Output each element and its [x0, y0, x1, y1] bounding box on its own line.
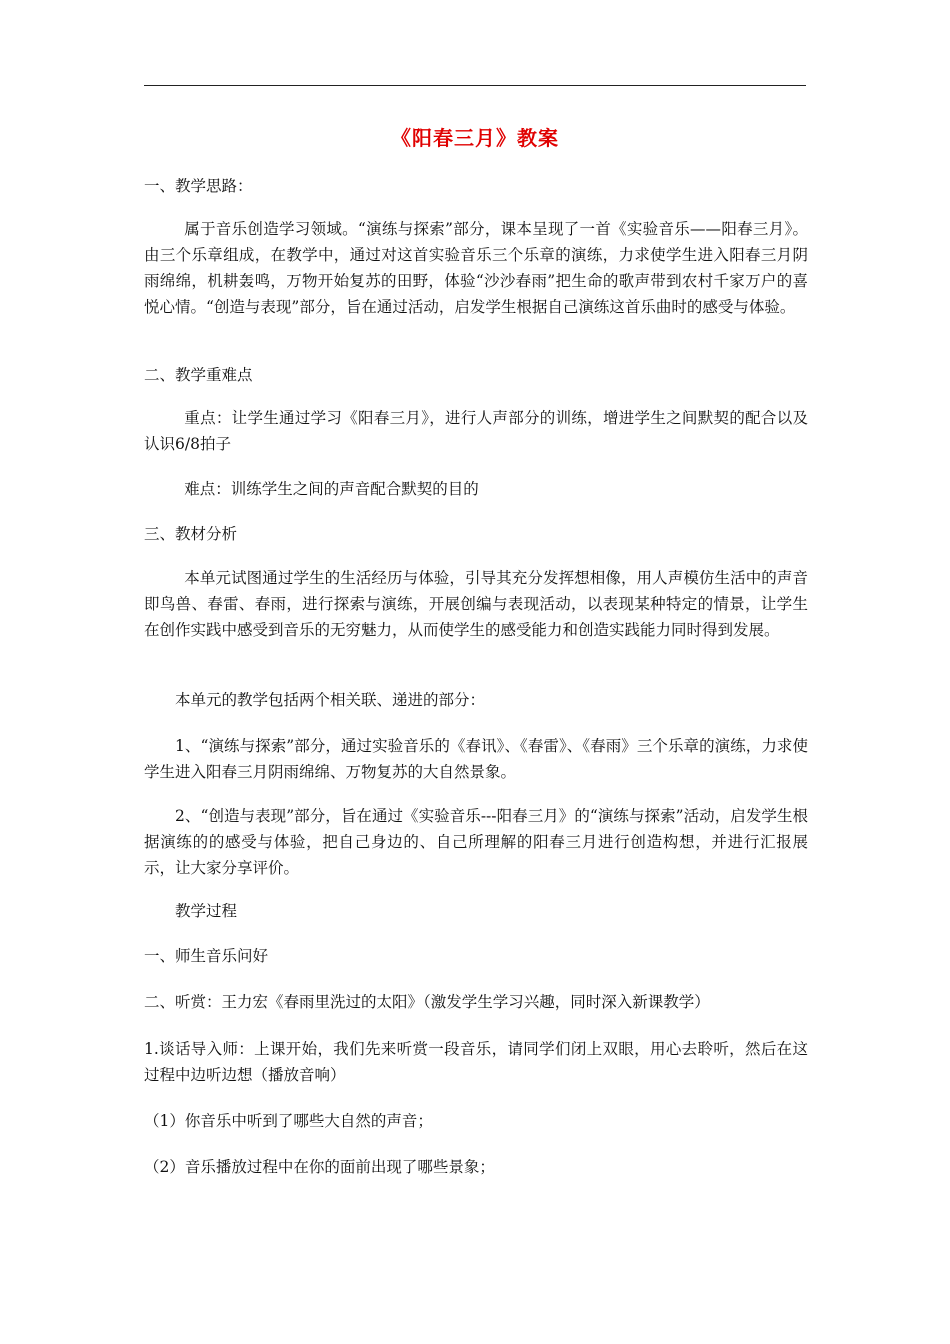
process-step-listening: 二、听赏：王力宏《春雨里洗过的太阳》（激发学生学习兴趣，同时深入新课教学） [144, 993, 710, 1011]
unit-intro-paragraph: 本单元的教学包括两个相关联、递进的部分： [175, 691, 486, 709]
section-heading-key-points: 二、教学重难点 [144, 366, 253, 384]
key-point-paragraph: 重点：让学生通过学习《阳春三月》，进行人声部分的训练，增进学生之间默契的配合以及认识6/8拍子 [144, 409, 808, 453]
process-step-introduction: 1.谈话导入师：上课开始，我们先来听赏一段音乐，请同学们闭上双眼，用心去聆听，然后在这过程中边听边想（播放音响） [144, 1040, 808, 1084]
difficult-point-paragraph: 难点：训练学生之间的声音配合默契的目的 [184, 480, 479, 498]
unit-part-one: 1、“演练与探索”部分，通过实验音乐的《春讯》、《春雷》、《春雨》三个乐章的演练，力求使学生进入阳春三月阴雨绵绵、万物复苏的大自然景象。 [144, 737, 808, 781]
question-two: （2）音乐播放过程中在你的面前出现了哪些景象； [144, 1158, 495, 1176]
header-rule [144, 85, 806, 86]
section-heading-material-analysis: 三、教材分析 [144, 525, 238, 543]
section-heading-teaching-process: 教学过程 [175, 902, 238, 920]
teaching-idea-paragraph: 属于音乐创造学习领域。“演练与探索”部分，课本呈现了一首《实验音乐——阳春三月》。由三个乐章组成，在教学中，通过对这首实验音乐三个乐章的演练，力求使学生进入阳春三月阴雨绵绵，机耕轰鸣，万物开始复苏的田野，体验“沙沙春雨”把生命的歌声带到农村千家万户的喜悦心情。“创造与表现”部分，旨在通过活动，启发学生根据自己演练这首乐曲时的感受与体验。 [144, 220, 808, 316]
question-one: （1）你音乐中听到了哪些大自然的声音； [144, 1112, 433, 1130]
material-analysis-paragraph: 本单元试图通过学生的生活经历与体验，引导其充分发挥想相像，用人声模仿生活中的声音即鸟兽、春雷、春雨，进行探索与演练，开展创编与表现活动，以表现某种特定的情景，让学生在创作实践中感受到音乐的无穷魅力，从而使学生的感受能力和创造实践能力同时得到发展。 [144, 569, 808, 639]
process-step-greeting: 一、师生音乐问好 [144, 947, 269, 965]
section-heading-teaching-idea: 一、教学思路： [144, 177, 253, 195]
unit-part-two: 2、“创造与表现”部分，旨在通过《实验音乐---阳春三月》的“演练与探索”活动，启发学生根据演练的的感受与体验，把自己身边的、自己所理解的阳春三月进行创造构想，并进行汇报展示，让大家分享评价。 [144, 807, 808, 877]
document-title: 《阳春三月》教案 [391, 126, 559, 150]
